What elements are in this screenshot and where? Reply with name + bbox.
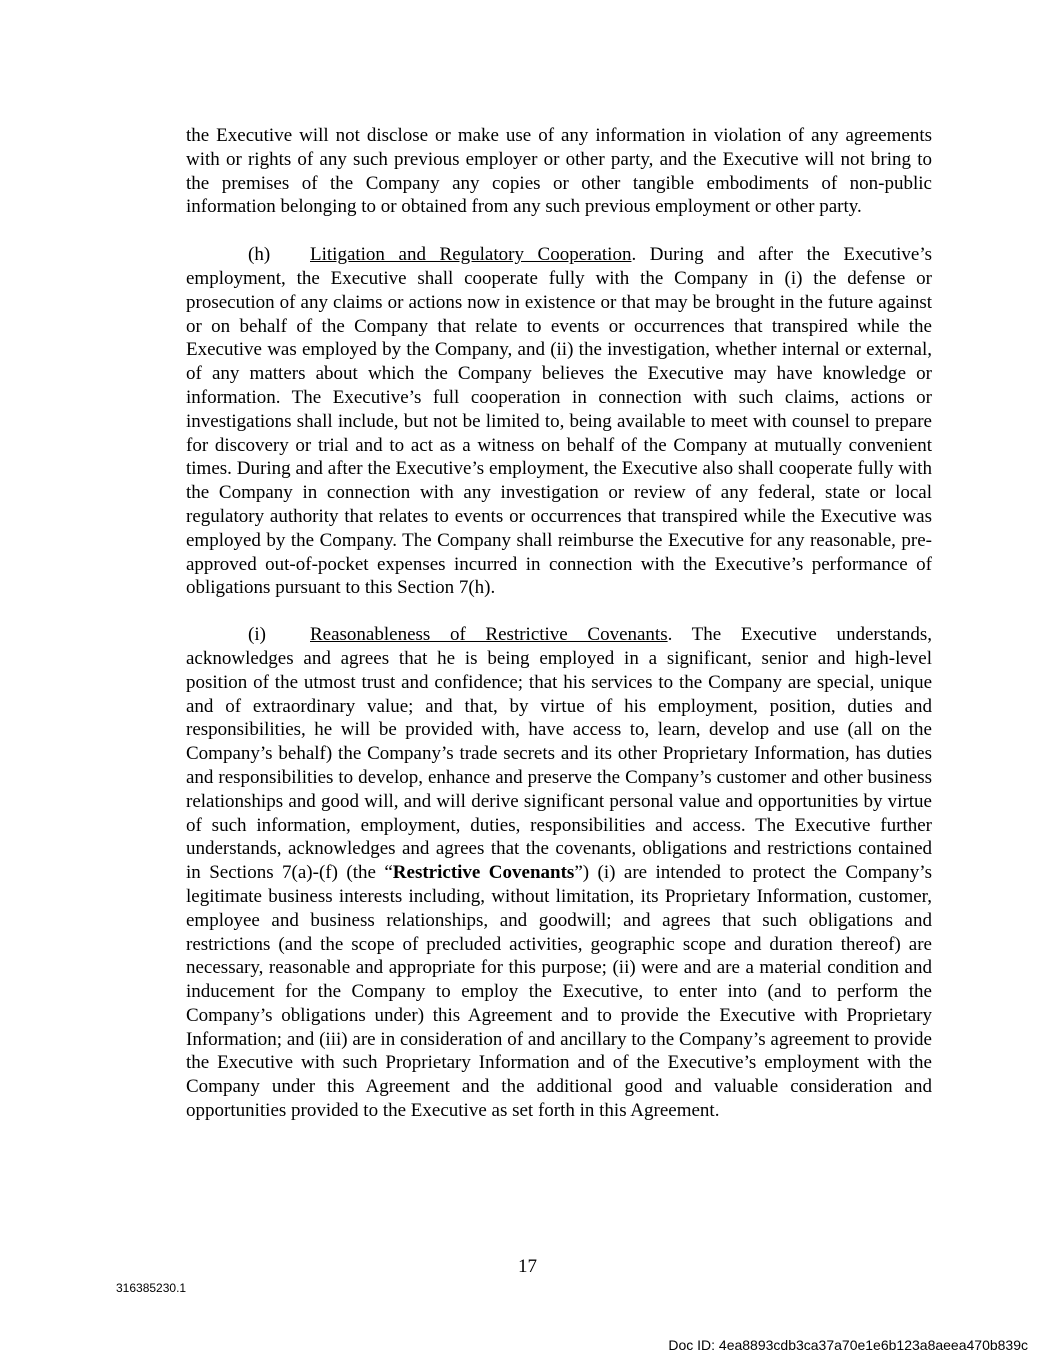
section-i-body-part1: . The Executive understands, acknowledges and agrees that he is being employed in a significant, senior and high-level position of the utmost trust and confidence; that his services to the Company are special, unique and of extraordinary value; and that, by virtue of his employment, position, duties and responsibilities, he will be provided with, have access to, learn, develop and use (all on the Company’s behalf) the Company’s trade secrets and its other Proprietary Information, has duties and responsibilities to develop, enhance and preserve the Company’s customer and other business relationships and good will, and will derive significant personal value and opportunities by virtue of such information, employment, duties, responsibilities and access. The Executive further understands, acknowledges and agrees that the covenants, obligations and restrictions contained in Sections 7(a)-(f) (the “ [186, 624, 932, 884]
page-number: 17 [518, 1256, 537, 1277]
section-h-heading: Litigation and Regulatory Cooperation [310, 244, 632, 266]
section-i-heading: Reasonableness of Restrictive Covenants [310, 624, 668, 646]
defined-term-restrictive-covenants: Restrictive Covenants [392, 862, 575, 884]
section-i-body-part2: ”) (i) are intended to protect the Company’s legitimate business interests including, without limitation, its Proprietary Information, customer, employee and business relationships, and goodwill; and agrees that such obligations and restrictions (and the scope of precluded activities, geographic scope and duration thereof) are necessary, reasonable and appropriate for this purpose; (ii) were and are a material condition and inducement for the Company to employ the Executive, to enter into (and to perform the Company’s obligations under) this Agreement and to provide the Executive with Proprietary Information; and (iii) are in consideration of and ancillary to the Company’s agreement to provide the Executive with such Proprietary Information and of the Executive’s employment with the Company under this Agreement and the additional good and valuable consideration and opportunities provided to the Executive as set forth in this Agreement. [186, 862, 932, 1122]
section-h-body: . During and after the Executive’s employment, the Executive shall cooperate fully with the Company in (i) the defense or prosecution of any claims or actions now in existence or that may be brought in the future against or on behalf of the Company that relate to events or occurrences that transpired while the Executive was employed by the Company, and (ii) the investigation, whether internal or external, of any matters about which the Company believes the Executive may have knowledge or information. The Executive’s full cooperation in connection with such claims, actions or investigations shall include, but not be limited to, being available to meet with counsel to prepare for discovery or trial and to act as a witness on behalf of the Company at mutually convenient times. During and after the Executive’s employment, the Executive also shall cooperate fully with the Company in connection with any investigation or review of any federal, state or local regulatory authority that relates to events or occurrences that transpired while the Executive was employed by the Company. The Company shall reimburse the Executive for any reasonable, pre-approved out-of-pocket expenses incurred in connection with the Executive’s performance of obligations pursuant to this Section 7(h). [186, 244, 932, 599]
section-i-paragraph [186, 623, 932, 1123]
document-body [186, 124, 932, 1146]
section-h-paragraph [186, 243, 932, 600]
section-i-label: (i) [248, 624, 266, 646]
doc-id-stamp: Doc ID: 4ea8893cdb3ca37a70e1e6b123a8aeea470b839c [668, 1337, 1028, 1353]
section-h-label: (h) [248, 244, 271, 266]
continued-paragraph: the Executive will not disclose or make use of any information in violation of any agreements with or rights of any such previous employer or other party, and the Executive will not bring to the premises of the Company any copies or other tangible embodiments of non-public information belonging to or obtained from any such previous employment or other party. [186, 125, 932, 218]
document-code: 316385230.1 [116, 1281, 187, 1295]
